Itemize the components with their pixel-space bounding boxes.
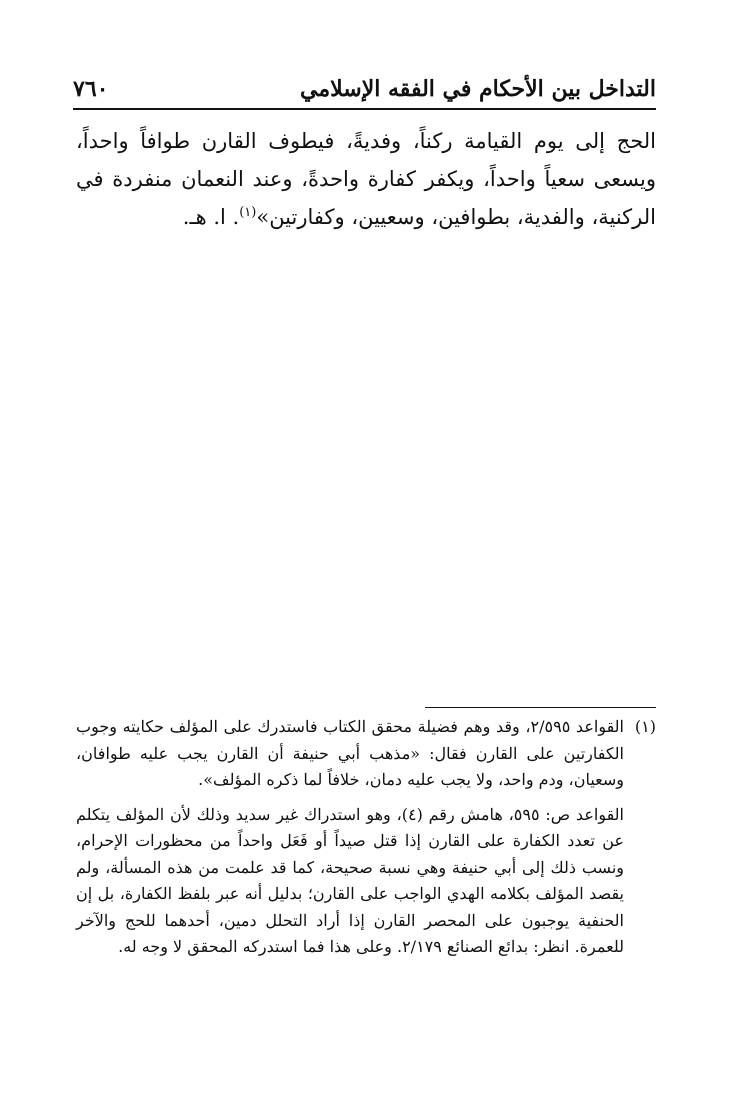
body-text: الحج إلى يوم القيامة ركناً، وفديةً، فيطوف القارن طوافاً واحداً، ويسعى سعياً واحداً، ويكفر كفارة واحدةً، وعند النعمان منفردة في الركنية، والفدية، بطوافين، وسعيين، وكفارتين» bbox=[76, 129, 656, 229]
footnote-1 bbox=[76, 714, 656, 961]
body-text-end: . ا. هـ. bbox=[182, 205, 240, 229]
footnote-number: (١) bbox=[634, 717, 656, 736]
header-rule bbox=[73, 108, 656, 110]
footnote-separator bbox=[425, 707, 656, 708]
header-title: التداخل بين الأحكام في الفقه الإسلامي bbox=[300, 76, 656, 102]
footnote-paragraph-2: القواعد ص: ٥٩٥، هامش رقم (٤)، وهو استدراك غير سديد وذلك لأن المؤلف يتكلم عن تعدد الكفارة على القارن إذا قتل صيداً أو فَعَل واحداً من محظورات الإحرام، ونسب ذلك إلى أبي حنيفة وهي نسبة صحيحة، كما قد علمت من هذه المسألة، ولم يقصد المؤلف بكلامه الهدي الواجب على القارن؛ بدليل أنه عبر بلفظ الكفارة، بل إن الحنفية يوجبون على المحصر القارن إذا أراد التحلل دمين، أحدهما للحج والآخر للعمرة. انظر: بدائع الصنائع ٢/١٧٩. وعلى هذا فما استدركه المحقق لا وجه له. bbox=[76, 804, 625, 956]
footnote-reference[interactable]: (١) bbox=[239, 205, 257, 220]
page-number: ٧٦٠ bbox=[73, 76, 109, 102]
main-body-text bbox=[76, 122, 656, 236]
footnotes bbox=[76, 714, 656, 961]
footnote-paragraph-1: القواعد ٢/٥٩٥، وقد وهم فضيلة محقق الكتاب فاستدرك على المؤلف حكايته وجوب الكفارتين على القارن فقال: «مذهب أبي حنيفة أن القارن يجب عليه طوافان، وسعيان، ودم واحد، ولا يجب عليه دمان، خلافاً لما ذكره المؤلف». bbox=[76, 717, 625, 789]
running-header bbox=[73, 70, 656, 108]
body-paragraph bbox=[76, 122, 656, 236]
